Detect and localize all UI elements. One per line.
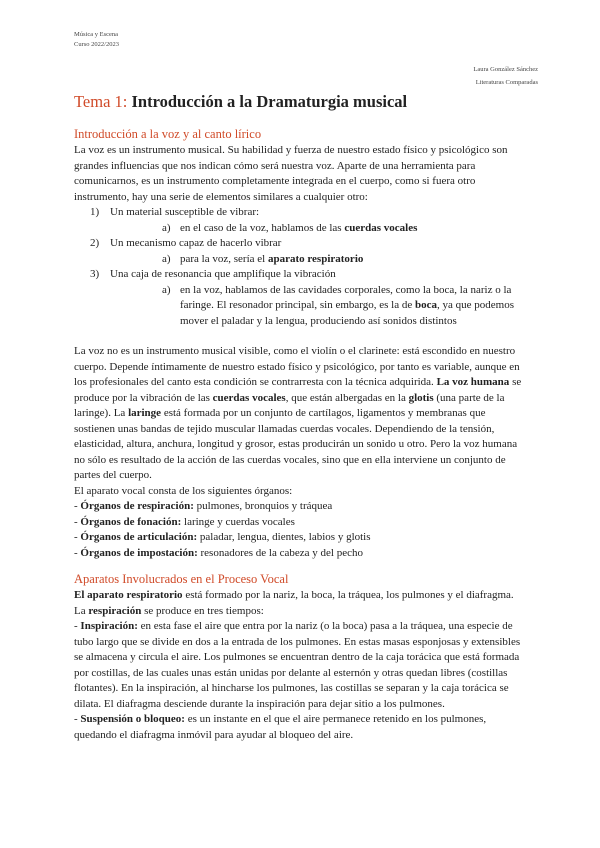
text-run: se produce por la vibración de las [74,376,522,404]
author-name: Laura González Sánchez [473,66,538,73]
suspension-paragraph: - Suspensión o bloqueo: es un instante en el que el aire permanece retenido en los pulmones, quedando el diafragma inmóvil para ayudar al bloqueo del aire. [74,713,487,741]
list-item [74,236,527,267]
sub-list-number: a) [162,221,171,234]
sub-text: para la voz, sería el [180,252,268,265]
list-item-text: Un material susceptible de vibrar: [110,206,260,218]
list-number: 3) [90,268,100,280]
list-item [74,205,527,236]
organ-text: resonadores de la cabeza y del pecho [197,546,363,559]
degree-name: Literaturas Comparadas [475,79,538,86]
text-run: se produce en tres tiempos: [141,604,264,617]
bold-term: El aparato respiratorio [74,589,183,601]
list-item: - Órganos de impostación: resonadores de la cabeza y del pecho [74,546,363,559]
sub-text: en el caso de la voz, hablamos de las [180,221,345,234]
text-run: La voz no es un instrumento musical visible, como el violín o el clarinete: está escondido en nuestro cuerpo. Depende íntimamente de nuestro estado físico y psicológico, por tanto es variable, aunque en los profesionales del canto esta condición se contrarresta con la técnica adquirida. [74,345,520,388]
element-list [74,205,527,329]
bold-term: respiración [88,604,142,617]
organs-list [74,499,527,561]
sub-list [110,221,527,237]
intro-paragraph: La voz es un instrumento musical. Su habilidad y fuerza de nuestro estado físico y psicológico son grandes influencias que nos indican cómo será nuestra voz. Aparte de una herramienta para comunicarnos, es un instrumento completamente integrada en el cuerpo, como si fuera otro instrumento, hay una serie de elementos similares a cualquier otro: [74,144,508,203]
list-item-text: Una caja de resonancia que amplifique la vibración [110,268,336,280]
sub-bold-term: boca [415,299,437,311]
bold-term: Inspiración: [80,620,138,632]
course-year: Curso 2022/2023 [74,41,119,48]
inspiration-paragraph: - Inspiración: en esta fase el aire que entra por la nariz (o la boca) pasa a la tráquea, una especie de tubo largo que se divide en dos a la entrada de los pulmones. En estas masas esponjosas y extensibles se almacena y circula el aire. Los pulmones se encuentran dentro de la caja torácica que está formada por costillas, de las cuales unas están unidas por delante al esternón y otras quedan libres (costillas flotantes). En la inspiración, al hincharse los pulmones, las costillas se separan y la caja torácica se dilata. El diafragma desciende durante la inspiración para dejar sitio a los pulmones. [74,620,521,710]
page-title [74,92,527,112]
sub-list [110,283,527,330]
bold-term: laringe [128,407,162,419]
sub-list-number: a) [162,252,171,265]
bold-term: Suspensión o bloqueo: [80,713,185,725]
section-heading-apparatus: Aparatos Involucrados en el Proceso Vocal [74,572,289,586]
list-number: 2) [90,237,100,249]
organ-text: laringe y cuerdas vocales [181,515,295,528]
text-run: está formada por un conjunto de cartílagos, ligamentos y membranas que sostienen unas bandas de tejido muscular llamadas cuerdas vocales. Dependiendo de la tensión, elasticidad, altura, anchura, longitud y grosor, estas producirán un sonido u otro. Pero la voz humana no sólo es resultado de la acción de las cuerdas vocales, sino que en ella interviene un conjunto de partes del cuerpo. [74,407,518,481]
sub-bold-term: aparato respiratorio [267,252,364,265]
organ-label: Órganos de respiración: [80,500,194,512]
sub-text-end: , ya que podemos mover el paladar y la lengua, produciendo así sonidos distintos [180,299,514,327]
list-item: - Órganos de fonación: laringe y cuerdas vocales [74,515,295,528]
bold-term: La voz humana [436,376,510,388]
sub-bold-term: cuerdas vocales [344,221,418,234]
text-run: en esta fase el aire que entra por la nariz (o la boca) pasa a la tráquea, una especie de tubo largo que se divide en dos a la entrada de los pulmones. En estas masas esponjosas y extensibles se almacena y circula el aire. Los pulmones se encuentran dentro de la caja torácica que está formada por costillas, de las cuales unas están unidas por delante al esternón y otras quedan libres (costillas flotantes). En la inspiración, al hincharse los pulmones, las costillas se separan y la caja torácica se dilata. El diafragma desciende durante la inspiración para dejar sitio a los pulmones. [74,620,521,710]
organ-text: pulmones, bronquios y tráquea [193,500,333,512]
list-number: 1) [90,206,100,218]
list-item: - Órganos de articulación: paladar, lengua, dientes, labios y glotis [74,531,371,543]
organ-label: Órganos de impostación: [80,546,198,559]
text-run: (una parte de la laringe). La [74,391,505,419]
organs-intro: El aparato vocal consta de los siguientes órganos: [74,484,293,497]
text-run: está formado por la nariz, la boca, la tráquea, los pulmones y el diafragma. La [74,589,514,617]
title-prefix: Tema 1: [74,92,132,111]
sub-text: en la voz, hablamos de las cavidades corporales, como la boca, la nariz o la faringe. El resonador principal, sin embargo, es la de [180,283,512,311]
list-item-text: Un mecanismo capaz de hacerlo vibrar [110,237,282,249]
text-run: es un instante en el que el aire permanece retenido en los pulmones, quedando el diafragma inmóvil para ayudar al bloqueo del aire. [74,713,487,741]
document-header-right [473,63,538,89]
title-main: Introducción a la Dramaturgia musical [131,92,408,111]
sub-list-number: a) [162,283,171,296]
list-item: - Órganos de respiración: pulmones, bronquios y tráquea [74,500,333,512]
organ-label: Órganos de fonación: [80,515,182,528]
text-run: , que están albergadas en la [285,391,409,404]
voice-paragraph [74,344,527,484]
document-body [74,92,527,743]
document-header-left [74,30,119,50]
bold-term: cuerdas vocales [212,391,286,404]
section-heading-intro: Introducción a la voz y al canto lírico [74,127,262,141]
bold-term: glotis [408,391,434,404]
sub-list-item [110,252,527,268]
respiratory-paragraph [74,588,527,619]
sub-list-item [110,221,527,237]
sub-list [110,252,527,268]
organ-text: paladar, lengua, dientes, labios y glotis [197,531,371,543]
sub-list-item [110,283,527,330]
course-subject: Música y Escena [74,31,119,38]
list-item [74,267,527,329]
organ-label: Órganos de articulación: [80,531,198,543]
